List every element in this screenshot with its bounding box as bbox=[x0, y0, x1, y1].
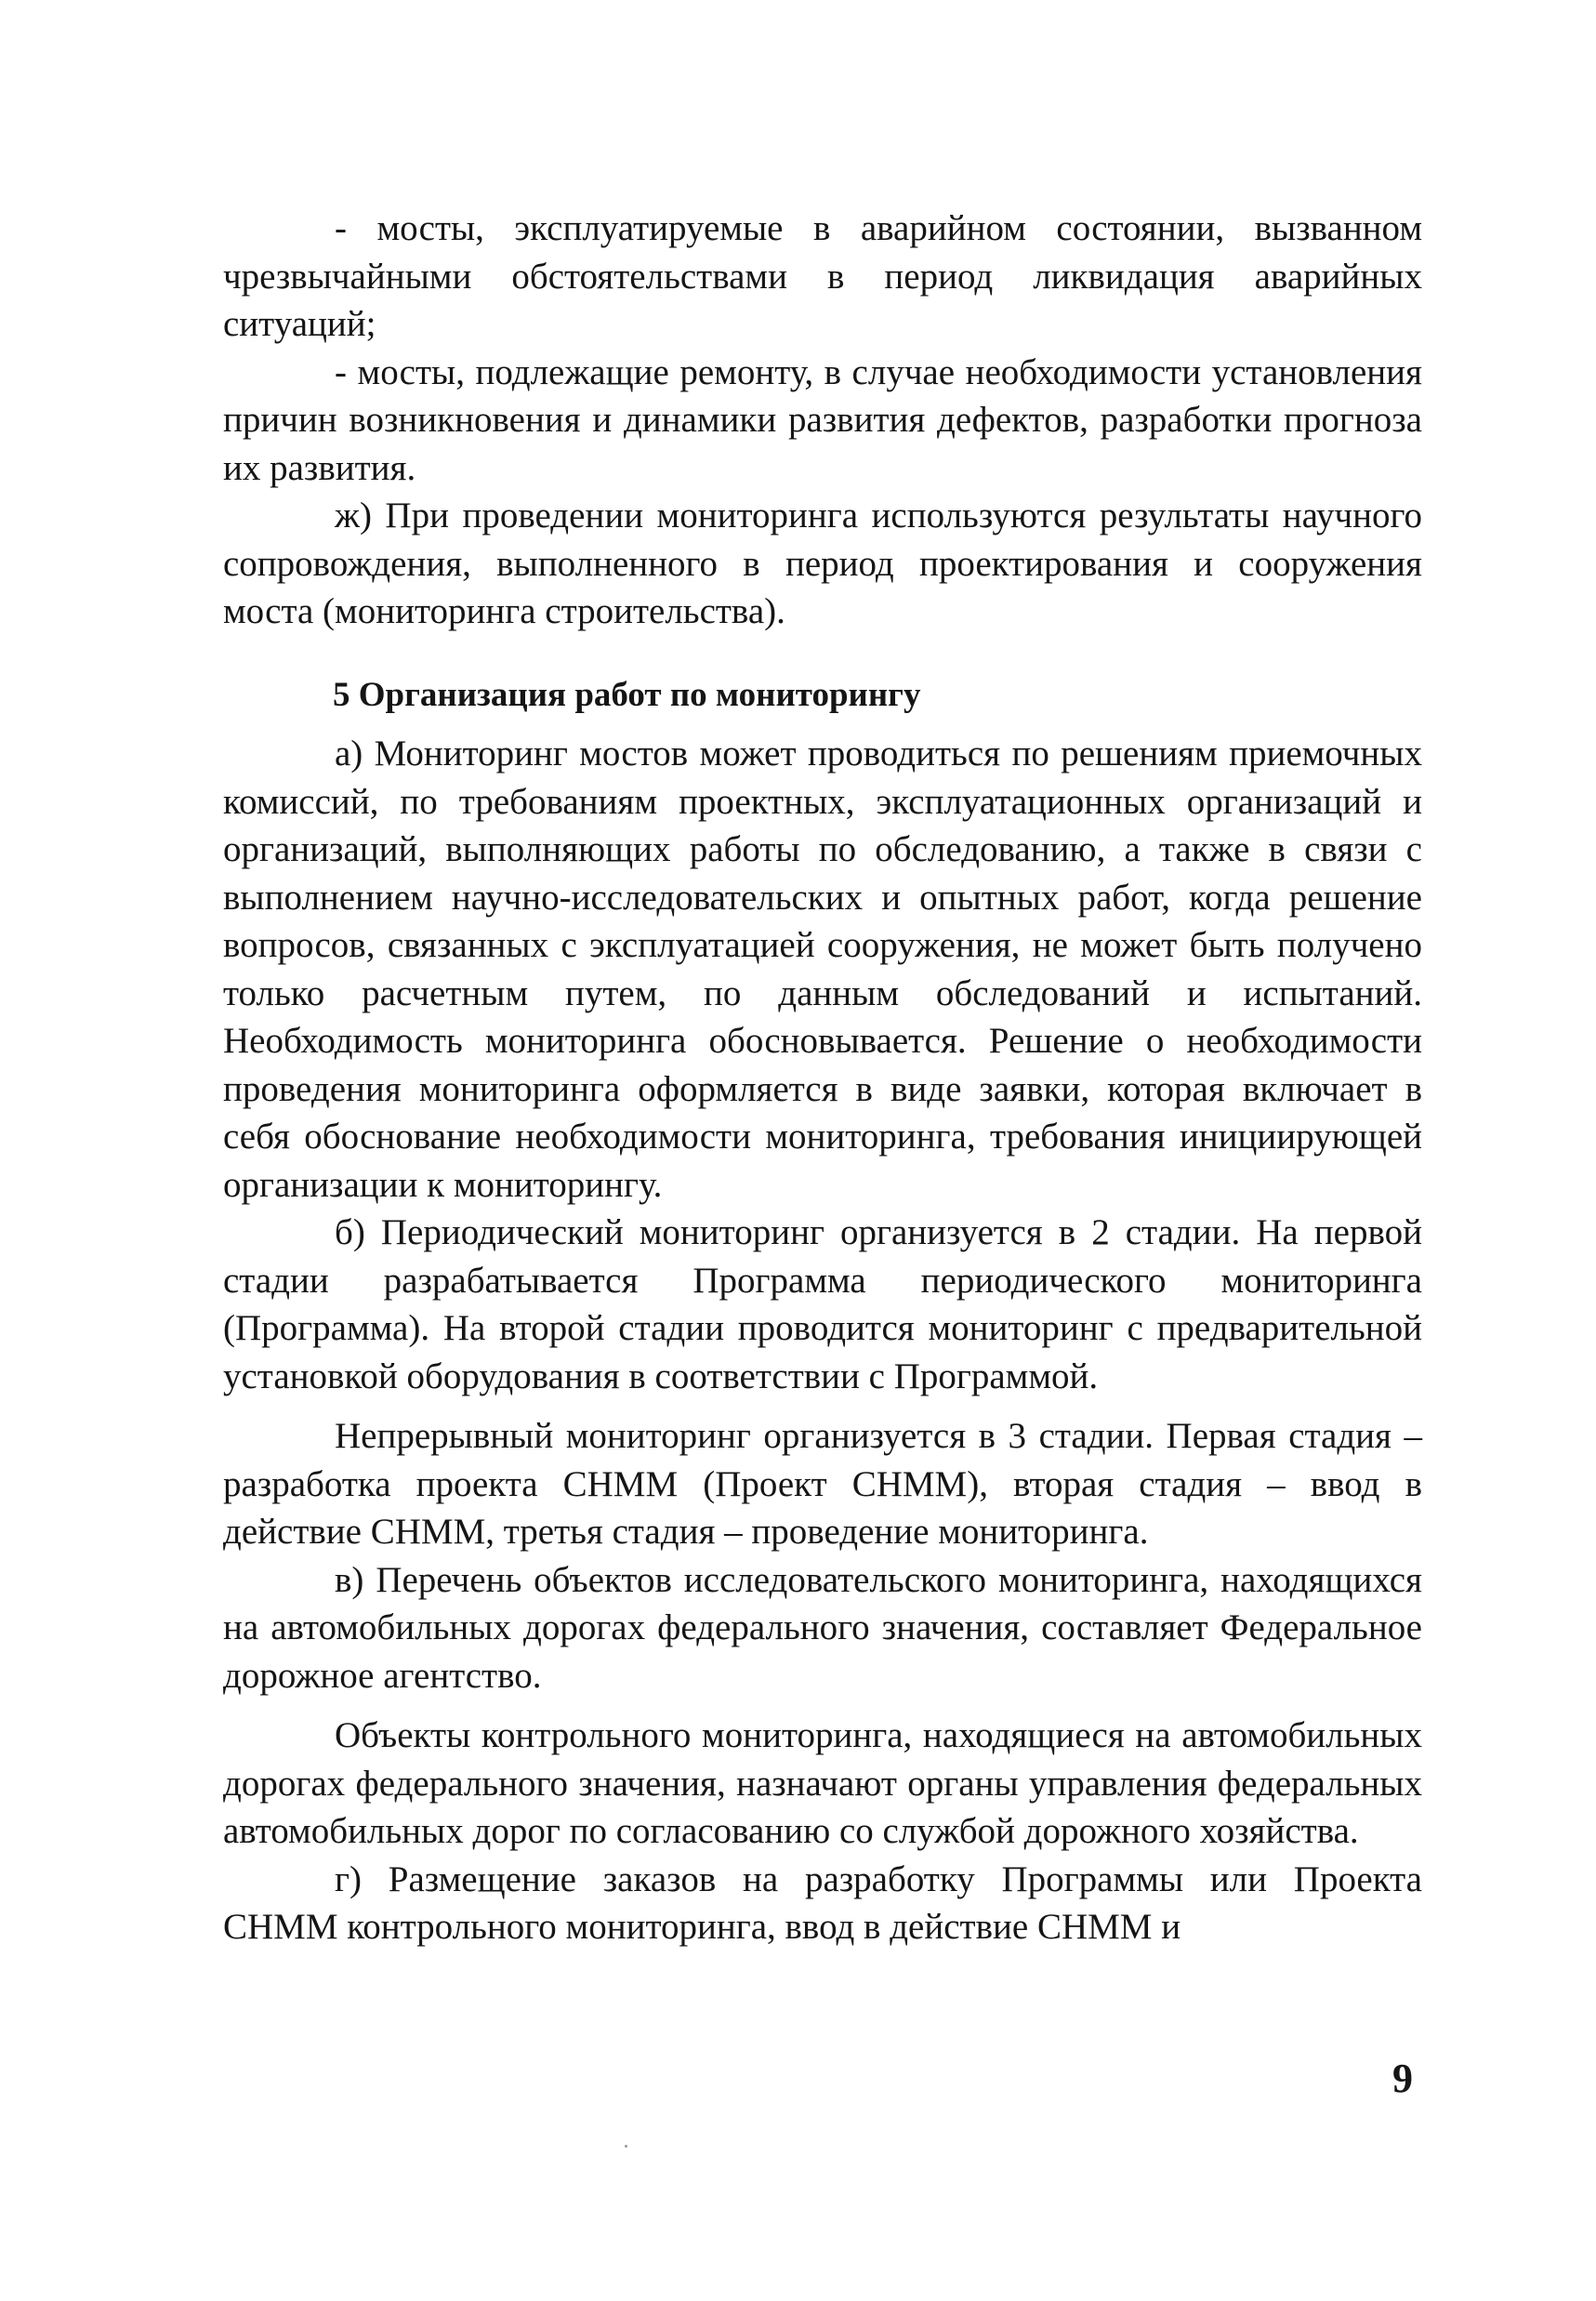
body-text bbox=[223, 205, 1422, 1951]
page-number: 9 bbox=[1392, 2056, 1413, 2101]
paragraph-item-v: в) Перечень объектов исследовательского мониторинга, находящихся на автомобильных дорогах федерального значения, составляет Федеральное дорожное агентство. bbox=[223, 1559, 1422, 1696]
paragraph-control-objects: Объекты контрольного мониторинга, находящиеся на автомобильных дорогах федерального значения, назначают органы управления федеральных автомобильных дорог по согласованию со службой дорожного хозяйства. bbox=[223, 1715, 1422, 1851]
paragraph-item-zh: ж) При проведении мониторинга используются результаты научного сопровождения, выполненного в период проектирования и сооружения моста (мониторинга строительства). bbox=[223, 496, 1422, 631]
paragraph-emergency-bridges: - мосты, эксплуатируемые в аварийном состоянии, вызванном чрезвычайными обстоятельствами в период ликвидация аварийных ситуаций; bbox=[223, 208, 1422, 344]
paragraph-item-g: г) Размещение заказов на разработку Программы или Проекта СНММ контрольного мониторинга, ввод в действие СНММ и bbox=[223, 1858, 1422, 1947]
paragraph-continuous-monitoring: Непрерывный мониторинг организуется в 3 стадии. Первая стадия – разработка проекта СНММ (Проект СНММ), вторая стадия – ввод в действие СНММ, третья стадия – проведение мониторинга. bbox=[223, 1416, 1422, 1552]
paragraph-item-b: б) Периодический мониторинг организуется в 2 стадии. На первой стадии разрабатывается Программа периодического мониторинга (Программа). На второй стадии проводится мониторинг с предварительной установкой оборудования в соответствии с Программой. bbox=[223, 1212, 1422, 1396]
paragraph-repair-bridges: - мосты, подлежащие ремонту, в случае необходимости установления причин возникновения и динамики развития дефектов, разработки прогноза их развития. bbox=[223, 351, 1422, 488]
paragraph-item-a: а) Мониторинг мостов может проводиться по решениям приемочных комиссий, по требованиям проектных, эксплуатационных организаций и организаций, выполняющих работы по обследованию, а также в связи с выполнением научно-исследовательских и опытных работ, когда решение вопросов, связанных с эксплуатацией сооружения, не может быть получено только расчетным путем, по данным обследований и испытаний. Необходимость мониторинга обосновывается. Решение о необходимости проведения мониторинга оформляется в виде заявки, которая включает в себя обоснование необходимости мониторинга, требования инициирующей организации к мониторингу. bbox=[223, 734, 1422, 1205]
scan-speck bbox=[625, 2145, 627, 2148]
section-heading: 5 Организация работ по мониторингу bbox=[333, 675, 921, 714]
